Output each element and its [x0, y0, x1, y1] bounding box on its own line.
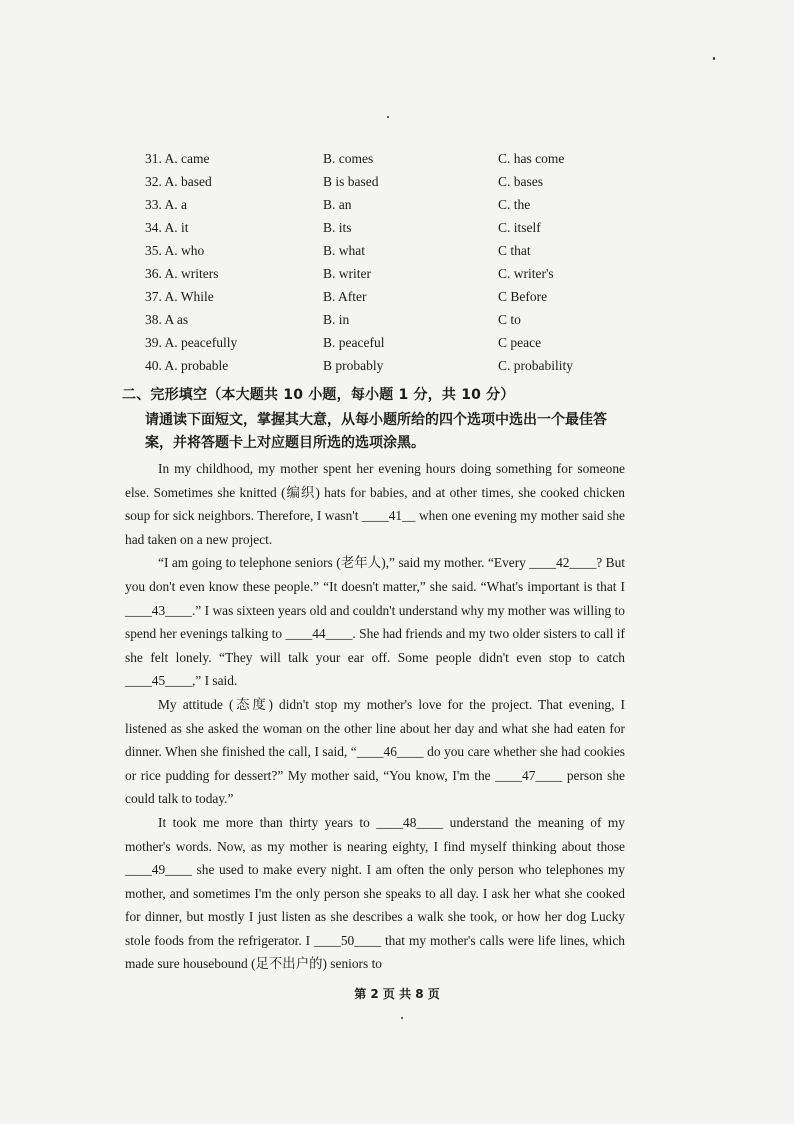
option-row-34 [145, 216, 645, 239]
option-c: C. itself [498, 220, 541, 235]
option-c: C. probability [498, 358, 573, 373]
option-a: 38. A as [145, 312, 189, 327]
passage-paragraph: My attitude (态度) didn't stop my mother's love for the project. That evening, I listened as she asked the woman on the other line about her day and what she had eaten for dinner. When she finished the call, I said, “____46____ do you care whether she had cookies or rice pudding for dessert?” My mother said, “You know, I'm the ____47____ person she could talk to today.” [125, 696, 625, 807]
page-number: 第 2 页 共 8 页 [354, 987, 440, 1001]
scan-speck [713, 57, 715, 60]
option-b: B. peaceful [323, 335, 385, 350]
passage-paragraph: “I am going to telephone seniors (老年人),” said my mother. “Every ____42____? But you don't even know these people.” “It doesn't matter,” she said. “What's important is that I ____43____.” I was sixteen years old and couldn't understand why my mother was willing to spend her evenings talking to ____44____. She had friends and my two older sisters to call if she felt lonely. “They will talk your ear off. Some people didn't even stop to catch ____45____,” I said. [125, 555, 625, 689]
passage-paragraph: In my childhood, my mother spent her evening hours doing something for someone else. Sometimes she knitted (编织) hats for babies, and at other times, she cooked chicken soup for sick neighbors. Therefore, I wasn't ____41__ when one evening my mother said she had taken on a new project. [125, 461, 625, 547]
option-b: B. an [323, 197, 352, 212]
option-b: B. After [323, 289, 367, 304]
option-a: 40. A. probable [145, 358, 229, 373]
option-a: 32. A. based [145, 174, 212, 189]
option-row-37 [145, 285, 645, 308]
option-row-31 [145, 147, 645, 170]
option-a: 36. A. writers [145, 266, 219, 281]
section-instructions: 请通读下面短文，掌握其大意，从每小题所给的四个选项中选出一个最佳答案，并将答题卡上对应题目所选的选项涂黑。 [145, 412, 607, 451]
option-b: B. what [323, 243, 365, 258]
option-row-35 [145, 239, 645, 262]
option-a: 34. A. it [145, 220, 189, 235]
option-c: C peace [498, 335, 542, 350]
option-c: C. bases [498, 174, 543, 189]
option-c: C. writer's [498, 266, 554, 281]
option-row-36 [145, 262, 645, 285]
option-a: 33. A. a [145, 197, 187, 212]
option-c: C. the [498, 197, 531, 212]
option-c: C. has come [498, 151, 565, 166]
option-a: 39. A. peacefully [145, 335, 238, 350]
option-b: B. writer [323, 266, 371, 281]
section-heading: 二、完形填空（本大题共 10 小题，每小题 1 分，共 10 分） [122, 387, 515, 403]
option-b: B probably [323, 358, 384, 373]
scan-speck [401, 1017, 403, 1019]
cloze-passage [125, 457, 625, 976]
option-c: C to [498, 312, 521, 327]
option-row-33 [145, 193, 645, 216]
option-c: C that [498, 243, 531, 258]
option-row-40 [145, 354, 645, 377]
option-b: B. comes [323, 151, 374, 166]
scan-speck [387, 116, 389, 118]
option-b: B. its [323, 220, 352, 235]
answer-options-31-40 [145, 147, 645, 377]
option-row-39 [145, 331, 645, 354]
option-b: B is based [323, 174, 379, 189]
option-a: 31. A. came [145, 151, 210, 166]
passage-paragraph: It took me more than thirty years to ____48____ understand the meaning of my mother's words. Now, as my mother is nearing eighty, I find myself thinking about those ____49____ she used to make every night. I am often the only person who telephones my mother, and sometimes I'm the only person she speaks to all day. I ask her what she cooked for dinner, but mostly I just listen as she describes a walk she took, or how her dog Lucky stole foods from the refrigerator. I ____50____ that my mother's calls were life lines, which made sure housebound (足不出户的) seniors to [125, 814, 625, 972]
option-c: C Before [498, 289, 548, 304]
option-b: B. in [323, 312, 350, 327]
option-a: 37. A. While [145, 289, 214, 304]
option-a: 35. A. who [145, 243, 205, 258]
option-row-38 [145, 308, 645, 331]
option-row-32 [145, 170, 645, 193]
